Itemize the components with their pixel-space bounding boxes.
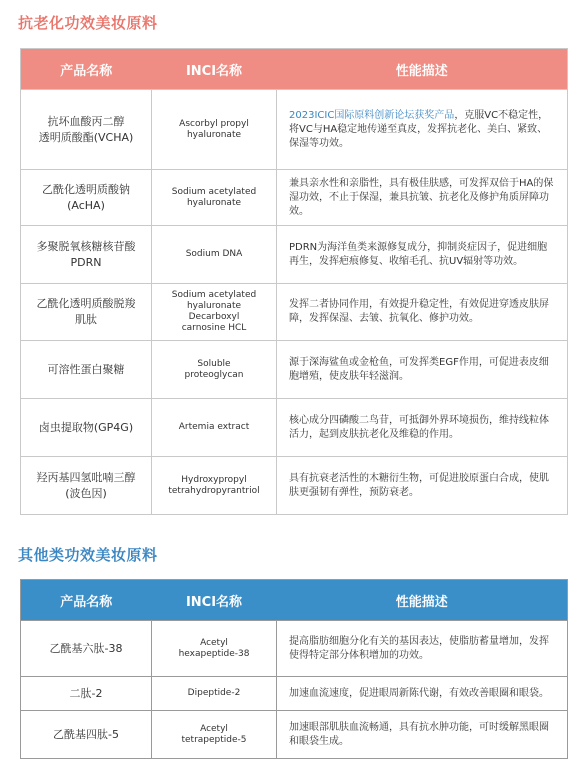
product-name-cell: 乙酰基四肽-5 [21, 711, 152, 759]
product-name-cell: 卤虫提取物(GP4G) [21, 399, 152, 457]
table-header-row [21, 580, 568, 621]
table-row [21, 284, 568, 341]
column-header-description: 性能描述 [277, 49, 568, 90]
product-name-cell: 乙酰化透明质酸钠 (AcHA) [21, 170, 152, 226]
table-row [21, 226, 568, 284]
product-name-cell: 抗坏血酸丙二醇 透明质酸酯(VCHA) [21, 90, 152, 170]
column-header-inci-name: INCI名称 [152, 580, 277, 621]
table-row [21, 90, 568, 170]
other-ingredients-table [20, 579, 568, 759]
inci-name-cell: Soluble proteoglycan [152, 341, 277, 399]
inci-name-cell: Sodium acetylated hyaluronate [152, 170, 277, 226]
description-cell: 兼具亲水性和亲脂性，具有极佳肤感，可发挥双倍于HA的保湿功效，不止于保湿，兼具抗皱、抗老化及修护角质屏障功效。 [277, 170, 568, 226]
inci-name-cell: Ascorbyl propyl hyaluronate [152, 90, 277, 170]
table-row [21, 677, 568, 711]
description-cell: 加速血流速度，促进眼周新陈代谢，有效改善眼圈和眼袋。 [277, 677, 568, 711]
column-header-product-name: 产品名称 [21, 580, 152, 621]
product-name-cell: 多聚脱氧核糖核苷酸 PDRN [21, 226, 152, 284]
product-name-cell: 可溶性蛋白聚糖 [21, 341, 152, 399]
table-row [21, 399, 568, 457]
table-row [21, 341, 568, 399]
description-cell: 2023ICIC国际原料创新论坛获奖产品，克服VC不稳定性，将VC与HA稳定地传递至真皮，发挥抗老化、美白、紧致、保湿等功效。 [277, 90, 568, 170]
product-name-cell: 乙酰基六肽-38 [21, 621, 152, 677]
award-highlight: 2023ICIC国际原料创新论坛获奖产品 [289, 109, 455, 121]
inci-name-cell: Sodium acetylated hyaluronate Decarboxyl carnosine HCL [152, 284, 277, 341]
column-header-description: 性能描述 [277, 580, 568, 621]
description-cell: 源于深海鲨鱼或金枪鱼，可发挥类EGF作用，可促进表皮细胞增殖，使皮肤年轻滋润。 [277, 341, 568, 399]
description-cell: 具有抗衰老活性的木糖衍生物，可促进胶原蛋白合成，使肌肤更强韧有弹性，预防衰老。 [277, 457, 568, 515]
inci-name-cell: Dipeptide-2 [152, 677, 277, 711]
table-row [21, 621, 568, 677]
anti-aging-ingredients-table [20, 48, 568, 515]
inci-name-cell: Artemia extract [152, 399, 277, 457]
inci-name-cell: Acetyl hexapeptide-38 [152, 621, 277, 677]
section-title-anti-aging: 抗老化功效美妆原料 [18, 14, 158, 32]
description-cell: 提高脂肪细胞分化有关的基因表达，使脂肪蓄量增加，发挥使得特定部分体积增加的功效。 [277, 621, 568, 677]
description-cell: PDRN为海洋鱼类来源修复成分，抑制炎症因子，促进细胞再生，发挥疤痕修复、收缩毛孔、抗UV辐射等功效。 [277, 226, 568, 284]
inci-name-cell: Acetyl tetrapeptide-5 [152, 711, 277, 759]
inci-name-cell: Sodium DNA [152, 226, 277, 284]
product-name-cell: 乙酰化透明质酸脱羧 肌肽 [21, 284, 152, 341]
description-cell: 加速眼部肌肤血流畅通，具有抗水肿功能，可时缓解黑眼圈和眼袋生成。 [277, 711, 568, 759]
inci-name-cell: Hydroxypropyl tetrahydropyrantriol [152, 457, 277, 515]
table-row [21, 711, 568, 759]
description-cell: 核心成分四磷酸二鸟苷，可抵御外界环境损伤，维持线粒体活力，起到皮肤抗老化及维稳的作用。 [277, 399, 568, 457]
column-header-product-name: 产品名称 [21, 49, 152, 90]
product-name-cell: 二肽-2 [21, 677, 152, 711]
column-header-inci-name: INCI名称 [152, 49, 277, 90]
section-title-other: 其他类功效美妆原料 [18, 546, 158, 564]
table-header-row [21, 49, 568, 90]
table-row [21, 170, 568, 226]
table-row [21, 457, 568, 515]
description-cell: 发挥二者协同作用，有效提升稳定性，有效促进穿透皮肤屏障，发挥保湿、去皱、抗氧化、修护功效。 [277, 284, 568, 341]
product-name-cell: 羟丙基四氢吡喃三醇 (波色因) [21, 457, 152, 515]
